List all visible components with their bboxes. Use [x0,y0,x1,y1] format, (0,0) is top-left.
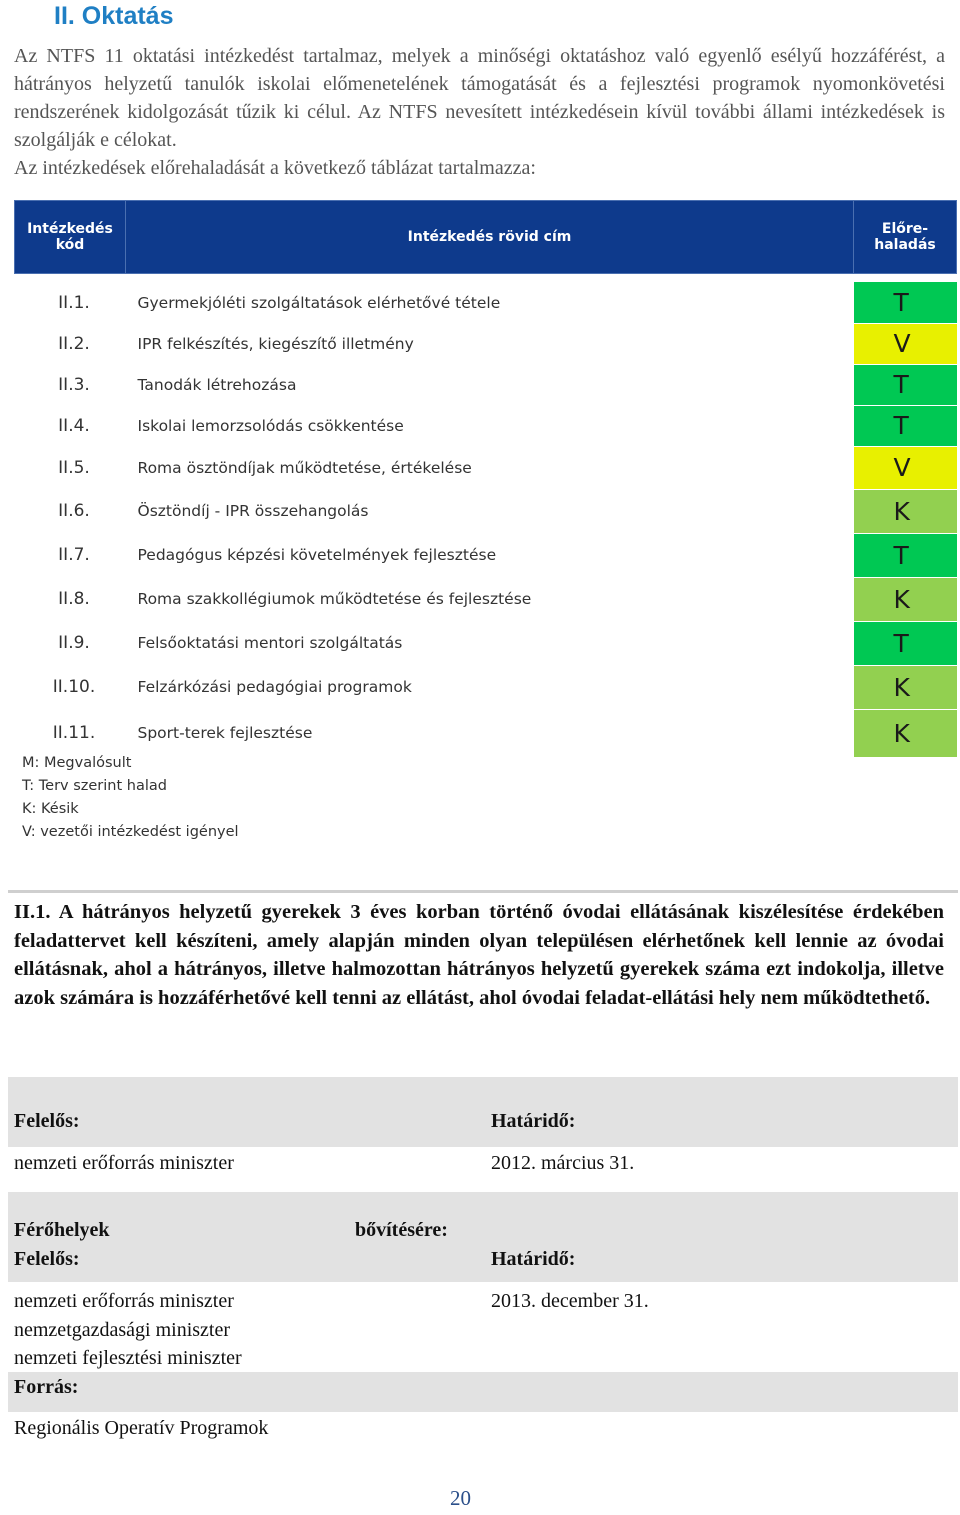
measure-code: II.3. [58,374,90,395]
progress-status: K [854,489,957,533]
progress-status: K [854,709,957,757]
header-progress-line2: haladás [874,237,936,253]
responsible-header-bar [8,1077,958,1147]
measure-code: II.2. [58,333,90,354]
table-row [15,489,957,533]
intro-text-table-reference: Az intézkedések előrehaladását a következő táblázat tartalmazza: [14,157,536,179]
table-row [15,364,957,405]
felelos-value-item: nemzetgazdasági miniszter [14,1318,231,1341]
legend-item: K: Késik [22,801,79,817]
measure-code: II.1. [58,292,90,313]
progress-status: T [854,405,957,446]
progress-status: V [854,446,957,489]
table-row [15,665,957,709]
measure-title: Roma ösztöndíjak működtetése, értékelése [137,458,472,477]
progress-status: T [854,621,957,665]
measure-code: II.8. [58,589,90,609]
legend-item: V: vezetői intézkedést igényel [22,824,239,840]
felelos-values [14,1287,242,1373]
header-code-line1: Intézkedés [27,221,113,237]
table-row [15,446,957,489]
table-row [15,533,957,577]
forras-label: Forrás: [14,1376,79,1398]
measure-title: Felsőoktatási mentori szolgáltatás [137,634,403,652]
table-spacer [15,274,957,283]
measure-title: IPR felkészítés, kiegészítő illetmény [137,334,414,353]
measure-title: Pedagógus képzési követelmények fejlesztése [137,546,497,564]
measure-code: II.10. [52,677,96,697]
measure-code: II.4. [58,415,90,436]
hatarido-value: 2012. március 31. [491,1152,635,1174]
intro-text-main: Az NTFS 11 oktatási intézkedést tartalmaz, melyek a minőségi oktatáshoz való egyenlő esélyű hozzáférést, a hátrányos helyzetű tanulók iskolai előmenetelének támogatását és a fejlesztési programok nyomonkövetési rendszerének kidolgozását tűzik ki célul. Az NTFS nevesített intézkedésein kívül további állami intézkedések is szolgálják e célokat. [14,45,945,151]
section-heading: II. Oktatás [54,2,174,30]
felelos-value-item: nemzeti fejlesztési miniszter [14,1347,242,1369]
table-row [15,709,957,757]
header-code [15,201,126,274]
table-row [15,577,957,621]
header-progress [854,201,957,274]
measure-title: Ösztöndíj - IPR összehangolás [137,502,369,520]
header-title-text: Intézkedés rövid cím [407,229,572,245]
measure-title: Tanodák létrehozása [137,375,297,394]
table-row [15,405,957,446]
progress-status: T [854,364,957,405]
measures-progress-table [14,200,957,758]
bovitesere-label: bővítésére: [355,1219,448,1241]
table-row [15,621,957,665]
measure-title: Iskolai lemorzsolódás csökkentése [137,416,404,435]
progress-status: T [854,533,957,577]
page-number: 20 [450,1486,471,1510]
progress-status: V [854,323,957,364]
measure-description: II.1. A hátrányos helyzetű gyerekek 3 éves korban történő óvodai ellátásának kiszélesítése érdekében feladattervet kell készíteni, amely alapján minden olyan településen elérhetőnek kell lennie az óvodai ellátásnak, ahol a hátrányos, illetve halmozottan hátrányos helyzetű gyerekek száma ezt indokolja, illetve azok számára is hozzáférhetővé kell tenni az ellátást, ahol óvodai feladat-ellátási hely nem működtethető. [14,901,944,1009]
felelos-label-2: Felelős: [14,1248,80,1270]
progress-status: K [854,665,957,709]
table-row [15,323,957,364]
legend-item: M: Megvalósult [22,755,132,771]
table-body [15,274,957,758]
status-legend [22,752,239,844]
measure-code: II.9. [58,633,90,653]
measure-title: Gyermekjóléti szolgáltatások elérhetővé tétele [137,293,501,312]
forras-value: Regionális Operatív Programok [14,1417,269,1439]
measure-title: Felzárkózási pedagógiai programok [137,678,412,696]
measure-code: II.7. [58,545,90,565]
ferohelyek-label: Férőhelyek [14,1219,110,1241]
capacity-header-bar [8,1192,958,1282]
felelos-value: nemzeti erőforrás miniszter [14,1152,234,1174]
intro-paragraph [14,42,945,182]
source-header-bar [8,1372,958,1412]
felelos-value-item: nemzeti erőforrás miniszter [14,1290,234,1312]
legend-item: T: Terv szerint halad [22,778,167,794]
measure-code: II.5. [58,457,90,478]
hatarido-value-2: 2013. december 31. [491,1290,649,1312]
measure-code: II.6. [58,501,90,521]
header-code-line2: kód [55,237,85,253]
measure-title: Sport-terek fejlesztése [137,724,313,742]
header-title [126,201,854,274]
divider [8,890,958,893]
table-header-row [15,201,957,274]
measure-title: Roma szakkollégiumok működtetése és fejlesztése [137,590,532,608]
table-row [15,282,957,323]
progress-status: T [854,282,957,323]
measure-code: II.11. [52,723,96,743]
hatarido-label: Határidő: [491,1110,576,1132]
progress-status: K [854,577,957,621]
header-progress-line1: Előre- [881,221,929,237]
felelos-label: Felelős: [14,1110,80,1132]
hatarido-label-2: Határidő: [491,1248,576,1270]
